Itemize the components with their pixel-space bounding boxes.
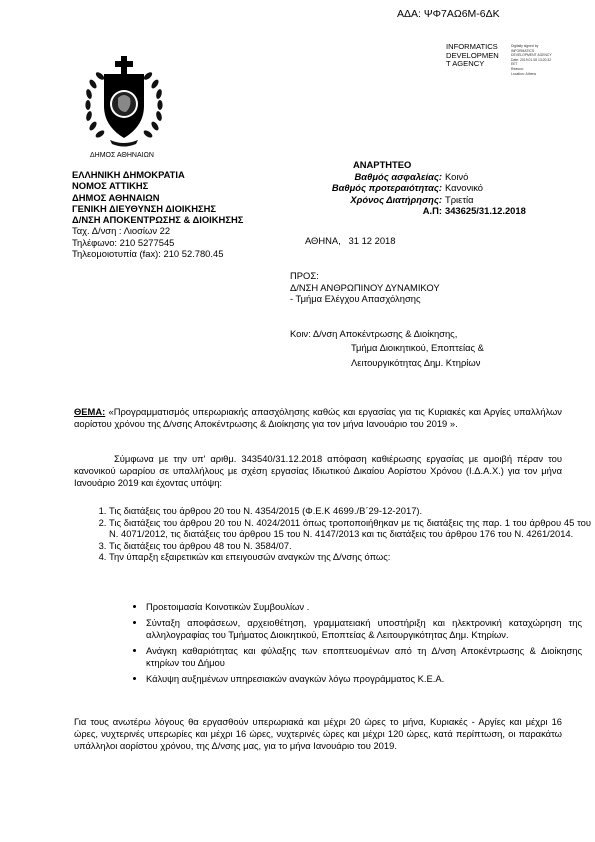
emblem-caption: ΔΗΜΟΣ ΑΘΗΝΑΙΩΝ: [90, 152, 154, 159]
sender-block: [72, 169, 243, 259]
agency-line: DEVELOPMEN: [446, 50, 499, 60]
subject-text: «Προγραμματισμός υπερωριακής απασχόλησης καθώς και εργασίας για τις Κυριακές και Αργίες υπαλλήλων αορίστου χρόνου της Δ/νσης Αποκέντρωσης & Διοίκησης για τον μήνα Ιανουάριο του 2019 ».: [74, 406, 562, 429]
sender-line: ΔΗΜΟΣ ΑΘΗΝΑΙΩΝ: [72, 191, 160, 203]
signature-line: EET: [511, 62, 518, 67]
protocol-label: Α.Π:: [422, 204, 442, 216]
cc-line: Τμήμα Διοικητικού, Εποπτείας &: [351, 342, 484, 354]
security-label: Βαθμός ασφαλείας:: [354, 171, 442, 182]
list-item: 4. Την ύπαρξη εξαιρετικών και επειγουσών αναγκών της Δ/νσης όπως:: [109, 551, 591, 563]
list-item: 1. Τις διατάξεις του άρθρου 20 του Ν. 4354/2015 (Φ.Ε.Κ 4699./Β΄29-12-2017).: [109, 505, 591, 517]
list-item: 3. Τις διατάξεις του άρθρου 48 του Ν. 3584/07.: [109, 540, 591, 552]
retention-value: Τριετία: [445, 193, 474, 205]
cc-block: [290, 327, 484, 370]
pros-recipient: Δ/ΝΣΗ ΑΝΘΡΩΠΙΝΟΥ ΔΥΝΑΜΙΚΟΥ: [290, 281, 440, 293]
protocol-row: [300, 205, 526, 216]
sender-line: ΝΟΜΟΣ ΑΤΤΙΚΗΣ: [72, 180, 149, 192]
list-item: 2. Τις διατάξεις του άρθρου 20 του Ν. 4024/2011 όπως τροποποιήθηκαν με τις διατάξεις της παρ. 1 του άρθρου 45 του Ν. 4071/2012, τις διατάξεις του άρθρου 15 του Ν. 4147/2013 και τις διατάξεις του άρθρου 176 του Ν. 4261/2014.: [109, 517, 591, 540]
closing-paragraph: Για τους ανωτέρω λόγους θα εργασθούν υπερωριακά και μέχρι 20 ώρες το μήνα, Κυριακές - Αργίες και μέχρι 16 ώρες, νυχτερινές υπερωρίες και μέχρι 16 ώρες, νυχτερινές ώρες και μέχρι 120 ώρες, κατά περίπτωση, οι παρακάτω υπάλληλοι αορίστου χρόνου, της Δ/νσης μας, για το μήνα Ιανουάριο του 2019.: [74, 716, 562, 751]
document-date: ΑΘΗΝΑ, 31 12 2018: [305, 235, 396, 246]
agency-line: INFORMATICS: [446, 42, 498, 51]
posting-notice: ΑΝΑΡΤΗΤΕΟ: [353, 159, 412, 170]
document-meta: [300, 171, 526, 216]
retention-label: Χρόνος Διατήρησης:: [350, 193, 442, 205]
recipients-block: [290, 270, 440, 305]
signature-line: Digitally signed by: [511, 44, 539, 48]
protocol-value: 343625/31.12.2018: [445, 204, 526, 216]
signature-line: DEVELOPMENT AGENCY: [511, 53, 552, 58]
signature-line: Location: Athens: [511, 71, 537, 76]
priority-row: [300, 182, 526, 193]
subject-label: ΘΕΜΑ:: [74, 406, 106, 417]
greek-coat-of-arms-icon: [80, 54, 168, 155]
intro-paragraph: Σύμφωνα με την υπ' αριθμ. 343540/31.12.2018 απόφαση καθιέρωσης εργασίας με αμοιβή πέραν του κανονικού ωραρίου σε υπαλλήλους με σχέση εργασίας Ιδιωτικού Δικαίου Αορίστου Χρόνου (Ι.Δ.Α.Χ.) για τον μήνα Ιανουάριο 2019 και έχοντας υπόψη:: [74, 453, 562, 488]
priority-value: Κανονικό: [445, 182, 484, 194]
pros-label: ΠΡΟΣ:: [290, 270, 319, 281]
signature-line: INFORMATICS: [511, 48, 535, 53]
sender-line: ΕΛΛΗΝΙΚΗ ΔΗΜΟΚΡΑΤΙΑ: [72, 169, 185, 180]
subject-paragraph: [74, 406, 562, 430]
sender-fax: Τηλεομοιοτυπία (fax): 210 52.780.45: [72, 248, 224, 260]
sender-address: Ταχ. Δ/νση : Λιοσίων 22: [72, 225, 171, 237]
cc-line: Κοιν: Δ/νση Αποκέντρωσης & Διοίκησης,: [290, 328, 458, 339]
list-item: • Κάλυψη αυξημένων υπηρεσιακών αναγκών λόγω προγράμματος Κ.Ε.Α.: [146, 673, 582, 685]
security-row: [300, 171, 526, 182]
ada-code: ΑΔΑ: ΨΦ7ΑΩ6Μ-6ΔΚ: [397, 8, 500, 20]
digital-signature-stamp: [511, 44, 552, 76]
signature-line: Date: 2019.01.08 13:20:32: [511, 57, 552, 62]
signature-line: Reason:: [511, 66, 524, 71]
sender-phone: Τηλέφωνο: 210 5277545: [72, 236, 175, 248]
signing-agency-name: [446, 43, 499, 69]
retention-row: [300, 194, 526, 205]
sender-line: Δ/ΝΣΗ ΑΠΟΚΕΝΤΡΩΣΗΣ & ΔΙΟΙΚΗΣΗΣ: [72, 214, 244, 226]
list-item: • Ανάγκη καθαριότητας και φύλαξης των εποπτευομένων από τη Δ/νση Αποκέντρωσης & Διοίκησης κτηρίων του Δήμου: [146, 645, 582, 669]
pros-subrecipient: - Τμήμα Ελέγχου Απασχόλησης: [290, 293, 421, 305]
cc-line: Λειτουργικότητας Δημ. Κτηρίων: [351, 356, 481, 368]
priority-label: Βαθμός προτεραιότητας:: [331, 182, 442, 194]
needs-list: [126, 601, 582, 689]
agency-line: T AGENCY: [446, 59, 485, 69]
list-item: • Σύνταξη αποφάσεων, αρχειοθέτηση, γραμματειακή υποστήριξη και ηλεκτρονική καταχώρηση της αλληλογραφίας του Τμήματος Διοικητικού, Εποπτείας & Λειτουργικότητας Δημ. Κτηρίων.: [146, 617, 582, 641]
list-item: • Προετοιμασία Κοινοτικών Συμβουλίων .: [146, 601, 582, 613]
sender-line: ΓΕΝΙΚΗ ΔΙΕΥΘΥΝΣΗ ΔΙΟΙΚΗΣΗΣ: [72, 202, 217, 214]
security-value: Κοινό: [445, 171, 469, 182]
considerations-list: [80, 505, 591, 563]
